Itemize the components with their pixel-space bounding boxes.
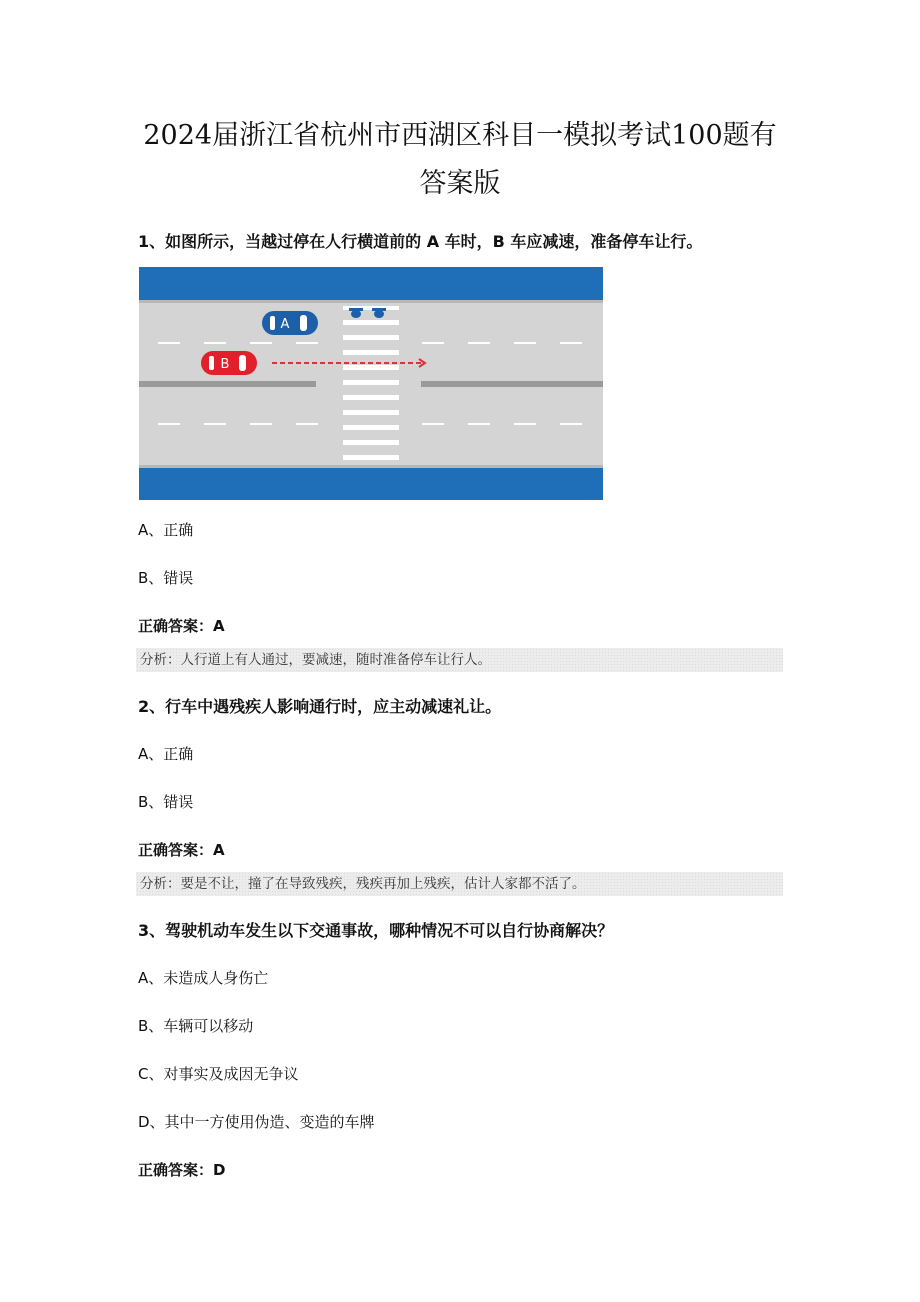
question-3-option-a[interactable]: A、未造成人身伤亡: [138, 969, 269, 987]
question-2-analysis: 分析：要是不让，撞了在导致残疾，残疾再加上残疾，估计人家都不活了。: [136, 872, 783, 896]
document-title-line-1: 2024届浙江省杭州市西湖区科目一模拟考试100题有: [143, 120, 777, 151]
svg-text:B: B: [220, 357, 230, 372]
question-1-answer: 正确答案：A: [138, 617, 225, 635]
question-3-option-d[interactable]: D、其中一方使用伪造、变造的车牌: [138, 1113, 375, 1131]
sidewalk-bottom: [139, 468, 603, 500]
crosswalk-illustration: [139, 267, 603, 500]
car-b-icon: [201, 351, 257, 375]
question-2-option-a[interactable]: A、正确: [138, 745, 194, 763]
question-3-option-c[interactable]: C、对事实及成因无争议: [138, 1065, 299, 1083]
question-2-text: 2、行车中遇残疾人影响通行时，应主动减速礼让。: [138, 697, 502, 716]
question-1-text: 1、如图所示，当越过停在人行横道前的 A 车时，B 车应减速，准备停车让行。: [138, 232, 703, 251]
question-3-text: 3、驾驶机动车发生以下交通事故，哪种情况不可以自行协商解决？: [138, 921, 614, 940]
document-title-line-2: 答案版: [419, 168, 501, 199]
question-2-answer: 正确答案：A: [138, 841, 225, 859]
question-3-option-b[interactable]: B、车辆可以移动: [138, 1017, 254, 1035]
sidewalk-top: [139, 267, 603, 300]
svg-text:A: A: [280, 317, 290, 332]
question-1-option-b[interactable]: B、错误: [138, 569, 194, 587]
question-3-answer: 正确答案：D: [138, 1161, 226, 1179]
question-1-analysis: 分析：人行道上有人通过，要减速，随时准备停车让行人。: [136, 648, 783, 672]
question-2-option-b[interactable]: B、错误: [138, 793, 194, 811]
question-1-option-a[interactable]: A、正确: [138, 521, 194, 539]
car-a-icon: [262, 311, 318, 335]
